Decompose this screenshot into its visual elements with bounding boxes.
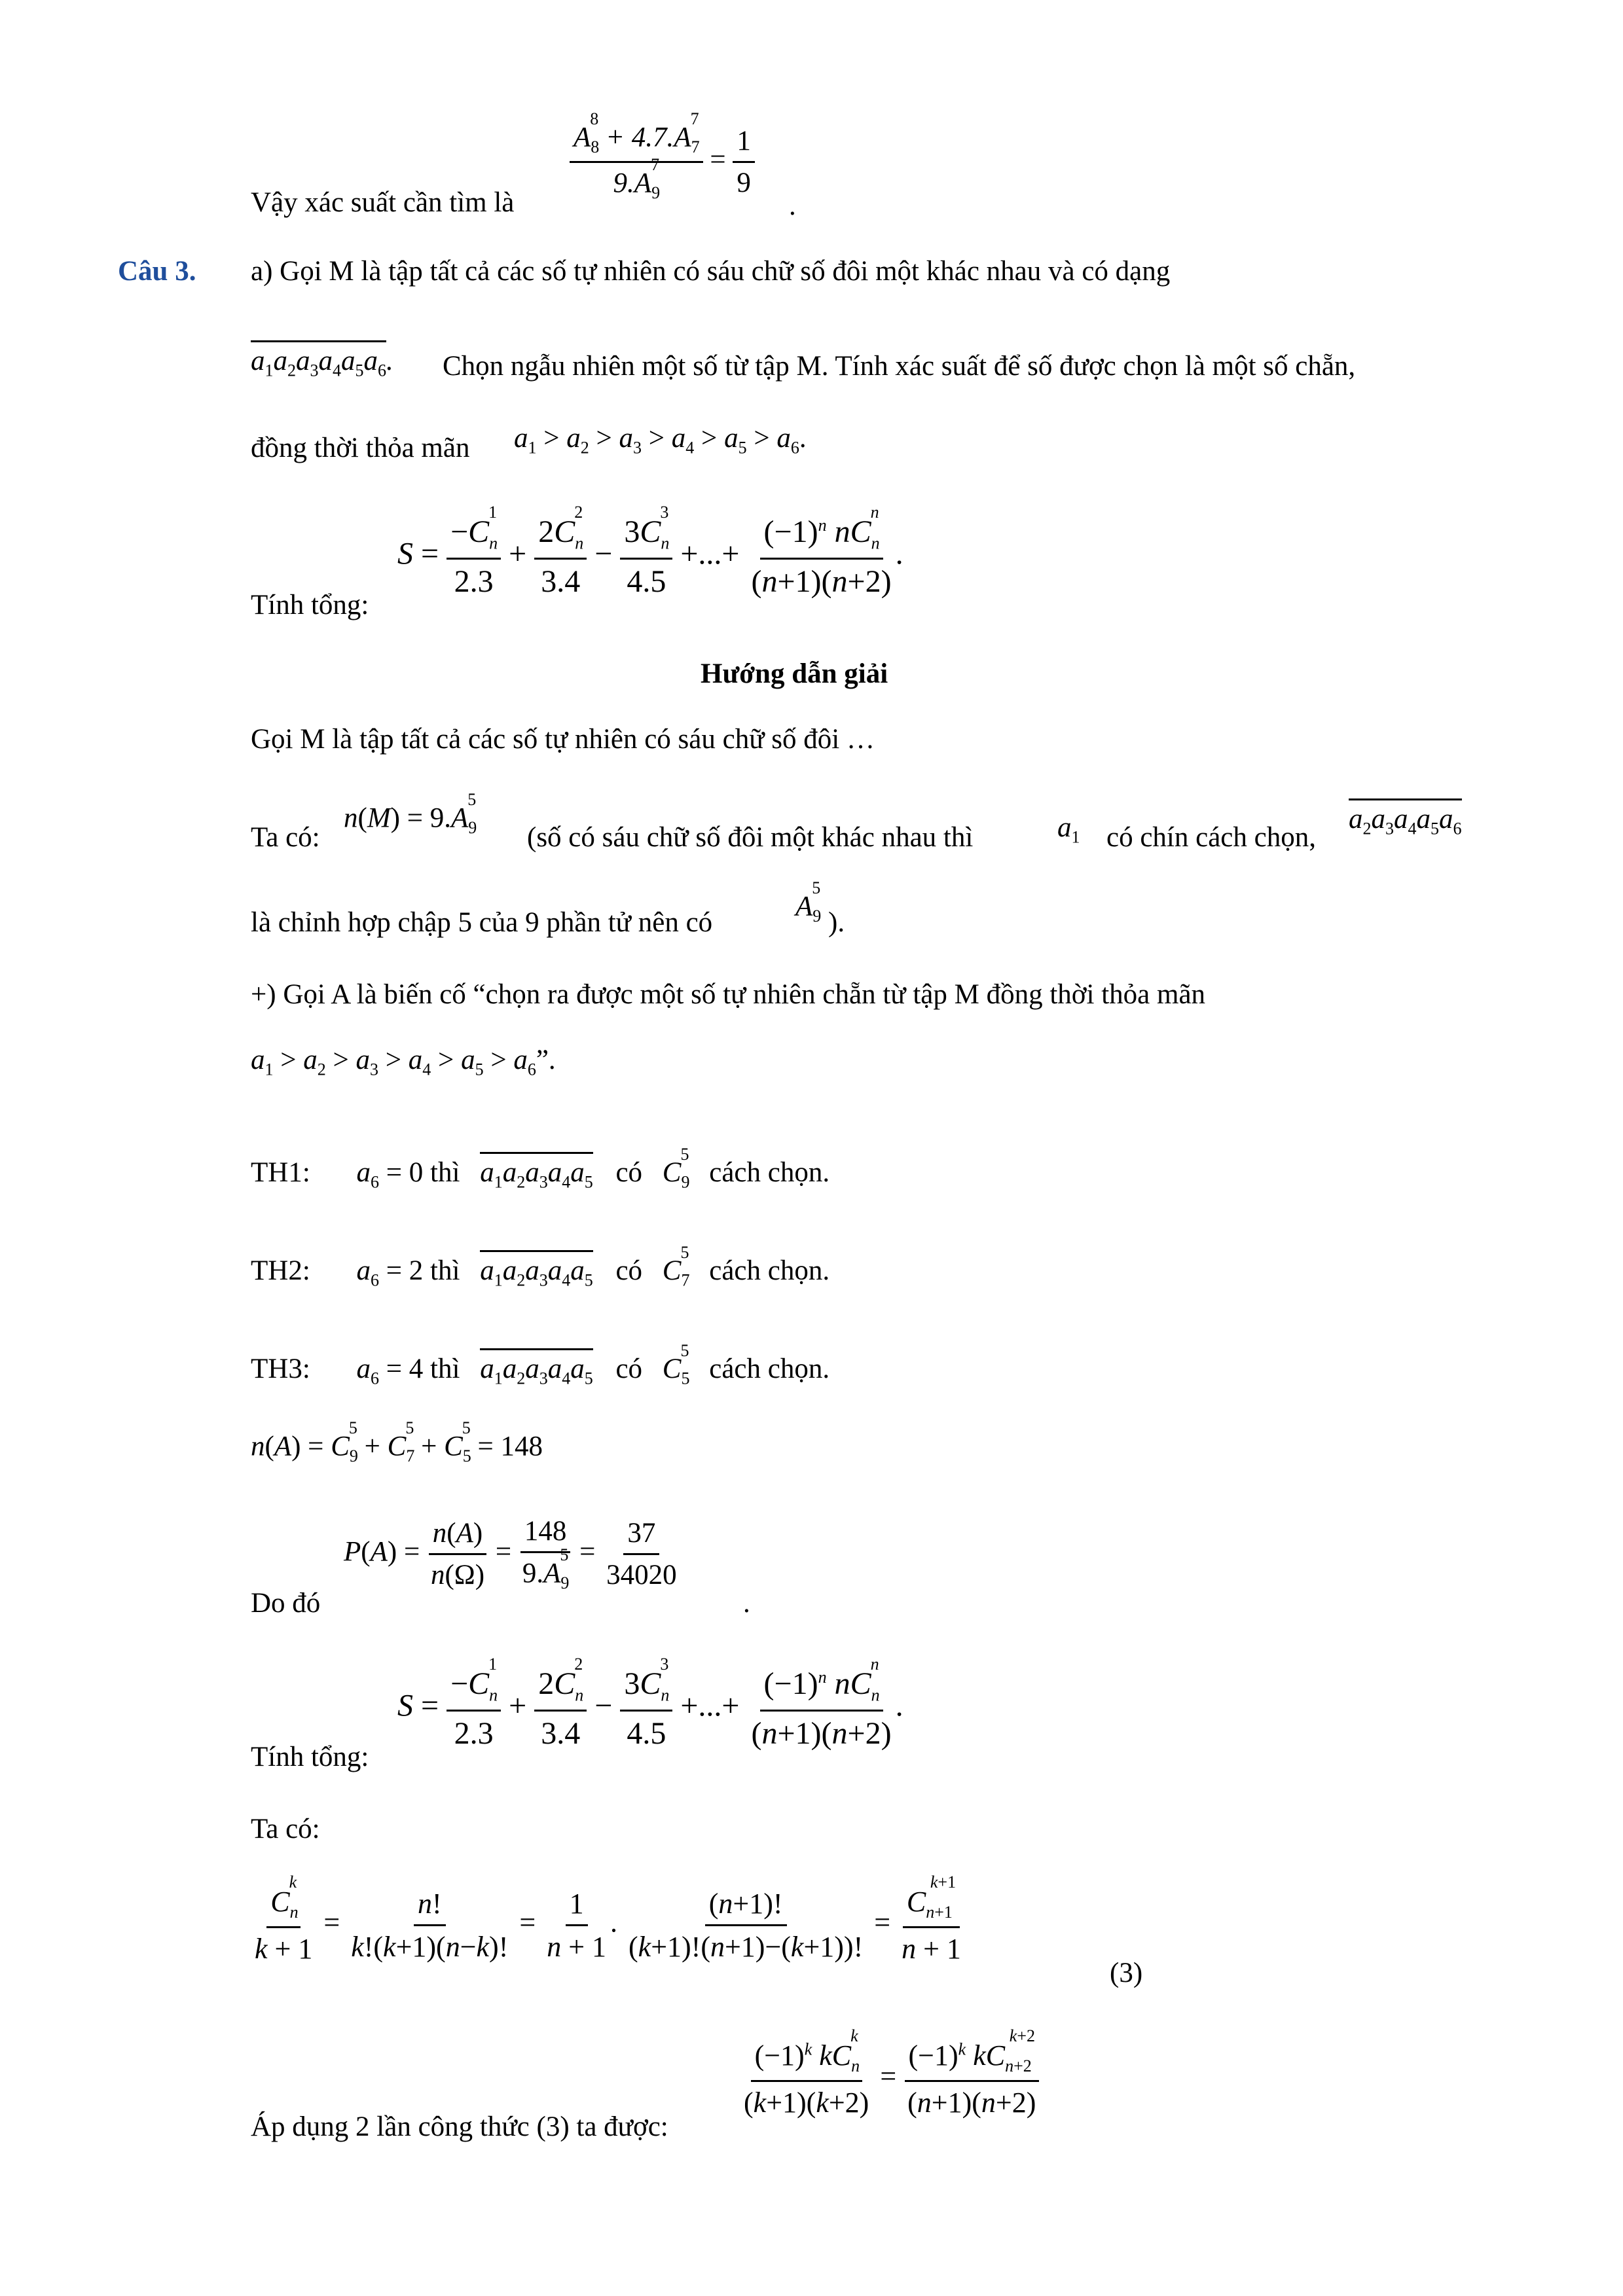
solution-heading: Hướng dẫn giải bbox=[701, 658, 888, 689]
sum-formula-2: S = $\frac{-C_n^1}{2.3}$ + $\frac{2C_n^2}{3.4}$ − $\frac{3C_n^3}{4.5}$ +...+ $\frac{(-1)^n nC_n^n}{(n+1)(n+2)}$ . bbox=[397, 1655, 903, 1751]
prob-fraction: $\frac{A_8^8 + 4.7.A_7^7}{9.A_9^7}$ = $\frac{1}{9}$ bbox=[570, 121, 755, 203]
identity-formula: $\frac{C_n^k}{k + 1}$ = $\frac{n!}{k!(k+1)(n-k)!}$ = $\frac{1}{n + 1}$ . $\frac{(n+1)!}{(k+1)!(n+1)-(k+1))!}$ = $\frac{C_{n+1}^{k+1}}{n + 1}$ bbox=[255, 1873, 961, 1965]
prob-sentence: Vậy xác suất cần tìm là bbox=[251, 187, 515, 218]
prob-period: . bbox=[789, 190, 796, 221]
order-condition-1: $a_1 > a_2 > a_3 > a_4 > a_5 > a_6$. bbox=[514, 423, 807, 457]
nm-value: 9 bbox=[429, 802, 445, 834]
order-condition-2: $a_1 > a_2 > a_3 > a_4 > a_5 > a_6$”. bbox=[251, 1045, 556, 1079]
question-label: Câu 3. bbox=[118, 256, 196, 287]
ta-co-label: Ta có: bbox=[251, 1814, 320, 1844]
solution-intro: Gọi M là tập tất cả các số tự nhiên có sáu chữ số đôi … bbox=[251, 724, 875, 755]
chinh-hop-end: ). bbox=[828, 907, 845, 938]
sum-formula-1: S = $\frac{-C_n^1}{2.3}$ + $\frac{2C_n^2}{3.4}$ − $\frac{3C_n^3}{4.5}$ +...+ $\frac{(-1)^n nC_n^n}{(n+1)(n+2)}$ . bbox=[397, 503, 903, 599]
a1-symbol: $a_1$ bbox=[1057, 812, 1080, 847]
nm-text-1: (số có sáu chữ số đôi một khác nhau thì bbox=[527, 822, 974, 853]
question-text-1: a) Gọi M là tập tất cả các số tự nhiên có sáu chữ số đôi một khác nhau và có dạng bbox=[251, 256, 1171, 287]
pa-period: . bbox=[743, 1588, 750, 1619]
case-3: TH3: $a_6 = 4$ thì $a_1a_2a_3a_4a_5$ có $C_5^5$ cách chọn. bbox=[251, 1340, 830, 1388]
case-1: TH1: $a_6 = 0$ thì $a_1a_2a_3a_4a_5$ có $C_9^5$ cách chọn. bbox=[251, 1144, 830, 1192]
apply-label: Áp dụng 2 lần công thức (3) ta được: bbox=[251, 2111, 668, 2142]
chinh-hop-symbol: $A_9^5$ bbox=[795, 878, 822, 925]
chinh-hop-text: là chỉnh hợp chập 5 của 9 phần tử nên có bbox=[251, 907, 713, 938]
apply-formula: $\frac{(-1)^k kC_n^k}{(k+1)(k+2)}$ = $\frac{(-1)^k kC_{n+2}^{k+2}}{(n+1)(n+2)}$ bbox=[740, 2039, 1040, 2119]
digit-form: $a_1a_2a_3a_4a_5a_6$. bbox=[251, 340, 393, 381]
case-2: TH2: $a_6 = 2$ thì $a_1a_2a_3a_4a_5$ có $C_7^5$ cách chọn. bbox=[251, 1242, 830, 1290]
pa-label: Do đó bbox=[251, 1588, 321, 1619]
event-a-text: +) Gọi A là biến cố “chọn ra được một số tự nhiên chẵn từ tập M đồng thời thỏa mãn bbox=[251, 979, 1206, 1010]
nm-text-2: có chín cách chọn, bbox=[1106, 822, 1316, 853]
nm-formula: $n(M) = 9.A_9^5$ bbox=[344, 790, 477, 837]
pa-formula: P(A) = $\frac{n(A)}{n(\Omega)}$ = $\frac{148}{9.A_9^5}$ = $\frac{37}{34020}$ bbox=[344, 1516, 677, 1592]
equation-number: (3) bbox=[1110, 1958, 1143, 1988]
rest-digits: $a_2a_3a_4a_5a_6$ bbox=[1349, 798, 1462, 839]
sum-label-2: Tính tổng: bbox=[251, 1742, 369, 1772]
na-formula: $n(A) = C_9^5 + C_7^5 + C_5^5 = 148$ bbox=[251, 1418, 543, 1465]
sum-label-1: Tính tổng: bbox=[251, 590, 369, 620]
question-text-3: đồng thời thỏa mãn bbox=[251, 433, 470, 463]
question-text-2: Chọn ngẫu nhiên một số từ tập M. Tính xác suất để số được chọn là một số chẵn, bbox=[443, 351, 1356, 382]
nm-label: Ta có: bbox=[251, 822, 320, 853]
